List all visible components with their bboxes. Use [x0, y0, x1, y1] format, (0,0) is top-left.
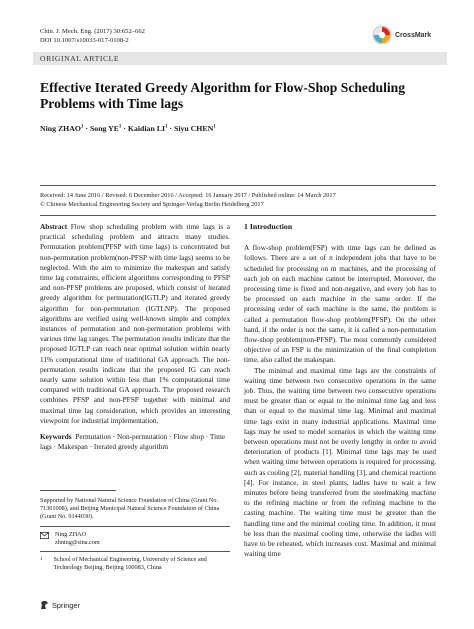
crossmark-label: CrossMark	[395, 31, 432, 39]
abstract-label: Abstract	[40, 222, 68, 231]
author-separator: ·	[83, 124, 90, 133]
keywords	[40, 432, 230, 452]
crossmark-badge[interactable]	[372, 25, 431, 45]
section-heading: 1 Introduction	[244, 222, 293, 231]
abstract-text: Flow shop scheduling problem with time lags is a practical scheduling problem and attracts many studies. Permutation problem(PFSP with time lags) is concentrated but non-permutation problem(non-PFSP with time lags) seems to be neglected. With the aim to minimize the makespan and satisfy time lag constraints, efficient algorithms corresponding to PFSP and non-PFSP problems are proposed, which consist of iterated greedy algorithm for permutation(IGTLP) and iterated greedy algorithm for non-permutation (IGTLNP). The proposed algorithms are verified using well-known simple and complex instances of permutation and non-permutation problems with various time lag ranges. The permutation results indicate that the proposed IGTLP can reach near optimal solution within nearly 11% computational time of traditional GA approach. The non-permutation results indicate that the proposed IG can reach nearly same solution within less than 1% computational time compared with traditional GA approach. The proposed research combines PFSP and non-PFSP together with minimal and maximal time lag consideration, which provides an interesting viewpoint for industrial implementation.	[40, 222, 230, 425]
publisher-logo	[40, 600, 80, 610]
author-affil-marker: 1	[213, 124, 216, 130]
crossmark-icon	[372, 25, 392, 45]
author-affil-marker: 1	[80, 124, 84, 130]
author-affil-marker: 1	[118, 124, 122, 130]
author-separator: ·	[167, 124, 174, 133]
divider	[40, 215, 436, 216]
corresponding-author: Ning ZHAO	[55, 531, 87, 538]
author-name[interactable]: Song YE	[89, 124, 119, 133]
affiliation-marker: 1	[40, 557, 43, 562]
divider	[40, 526, 230, 527]
divider	[40, 185, 436, 186]
email-link[interactable]: zhning@sina.com	[55, 539, 100, 547]
copyright-line: © Chinese Mechanical Engineering Society and Springer-Verlag Berlin Heidelberg 2017	[40, 200, 264, 208]
correspondence	[40, 531, 230, 547]
author-list	[40, 124, 216, 133]
paragraph: A flow-shop problem(FSP) with time lags can be defined as follows. There are a set of n independent jobs that have to be scheduled for processing on m machines, and the processing of each job on each machine cannot be interrupted. Moreover, the processing time is fixed and non-negative, and every job has to be processed on each machine in the same order. If the processing order of each machine is the same, the problem is called a permutation flow-shop problem(PFSP). On the other hand, if the order is not the same, it is called a non-permutation flow-shop problem(non-PFSP). The most commonly considered objective of an FSP is the minimization of the final completion time, also called the makespan.	[244, 243, 436, 365]
author-name[interactable]: Ning ZHAO	[40, 124, 81, 133]
keywords-text: Permutation · Non-permutation · Flow shop · Time lags · Makespan · Iterated greedy algorithm	[40, 432, 226, 452]
mail-icon	[40, 532, 49, 539]
paragraph: The minimal and maximal time lags are the constraints of waiting time between two consecutive operations in the same job. Thus, the waiting time between two consecutive operations must be greater than or equal to the minimal time lag and less than or equal to the maximal time lag. Minimal and maximal time lags exist in many industrial applications. Maximal time lags may be used to model scenarios in which the waiting time between operations must not be overly lengthy in order to avoid deterioration of products [1]. Minimal time lags may be used when waiting time between operations is required for processing, such as cooling [2], material handling [3], and chemical reactions [4]. For instance, in steel plants, ladles have to wait a few minutes before being transferred from the steelmaking machine to the refining machine or from the refining machine to the casting machine. The waiting time must be greater than the handling time and the minimal cooling time. In addition, it must be less than the maximal cooling time, otherwise the ladles will have to be reheated, which increases cost. Maximal and minimal waiting time	[244, 365, 436, 559]
author-name[interactable]: Kaidian LI	[127, 124, 165, 133]
divider	[40, 551, 230, 552]
author-name[interactable]: Siyu CHEN	[173, 124, 214, 133]
affiliation-text: School of Mechanical Engineering, University of Science and Technology Beijing, Beijing 100083, China	[53, 556, 207, 572]
springer-horse-icon	[40, 600, 49, 610]
affiliation	[40, 556, 230, 572]
journal-citation: Chin. J. Mech. Eng. (2017) 30:652–662	[40, 28, 145, 35]
keywords-label: Keywords	[40, 432, 72, 441]
author-affil-marker: 1	[164, 124, 168, 130]
publication-dates	[40, 192, 336, 209]
journal-header	[40, 27, 145, 45]
introduction-section	[244, 222, 436, 560]
funding-note: Supported by National Natural Science Foundation of China (Grant No. 71301008), and Beijing Municipal Natural Science Foundation of China (Grant No. 9144030).	[40, 497, 220, 521]
doi[interactable]: DOI 10.1007/s10033-017-0108-2	[40, 37, 129, 44]
abstract	[40, 222, 230, 426]
article-type: ORIGINAL ARTICLE	[40, 54, 120, 63]
history-line: Received: 14 June 2016 / Revised: 6 December 2016 / Accepted: 16 January 2017 / Published online: 14 March 2017	[40, 192, 336, 199]
paper-title: Effective Iterated Greedy Algorithm for Flow-Shop Scheduling Problems with Time lags	[40, 80, 405, 111]
publisher-name: Springer	[52, 600, 80, 610]
author-separator: ·	[121, 124, 128, 133]
footnote-divider	[40, 490, 116, 491]
